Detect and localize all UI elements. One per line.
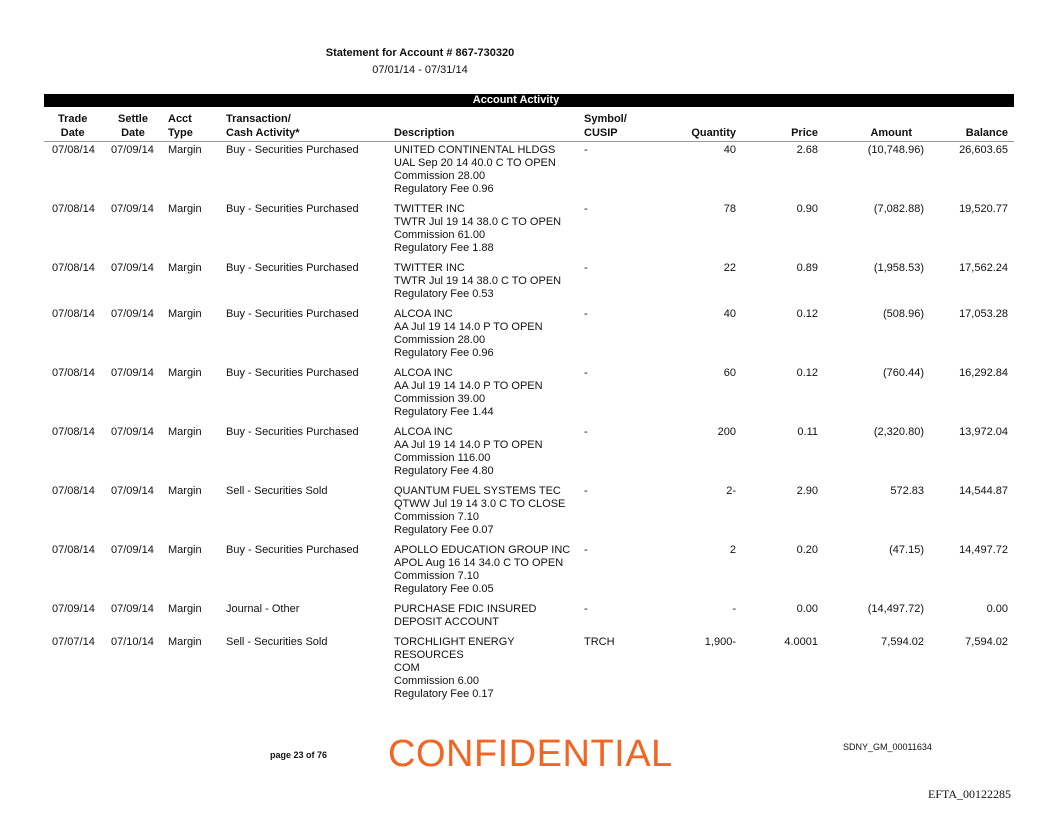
description-line: TWITTER INC (394, 203, 465, 215)
quantity-cell: 2- (726, 485, 736, 497)
price-cell: 0.12 (796, 367, 818, 379)
col-description: Description (394, 127, 455, 139)
symbol-cell: - (584, 603, 588, 615)
description-cell (394, 308, 584, 360)
description-line: Regulatory Fee 1.88 (394, 242, 494, 254)
quantity-cell: - (732, 603, 736, 615)
table-row (44, 203, 1014, 262)
page-number: page 23 of 76 (270, 750, 328, 760)
description-cell (394, 603, 584, 629)
amount-cell: (10,748.96) (867, 144, 924, 156)
description-line: AA Jul 19 14 14.0 P TO OPEN (394, 321, 543, 333)
description-line: APOL Aug 16 14 34.0 C TO OPEN (394, 557, 564, 569)
settle-date-cell: 07/09/14 (111, 544, 154, 556)
description-line: QTWW Jul 19 14 3.0 C TO CLOSE (394, 498, 566, 510)
quantity-cell: 2 (729, 544, 736, 556)
description-cell (394, 262, 584, 301)
description-line: TWTR Jul 19 14 38.0 C TO OPEN (394, 216, 562, 228)
confidential-stamp: CONFIDENTIAL (388, 733, 673, 775)
transaction-cell: Buy - Securities Purchased (226, 544, 359, 556)
trade-date-cell: 07/08/14 (52, 144, 95, 156)
acct-type-cell: Margin (168, 262, 202, 274)
description-line: Regulatory Fee 0.07 (394, 524, 494, 536)
quantity-cell: 40 (723, 308, 736, 320)
quantity-cell: 78 (723, 203, 736, 215)
settle-date-cell: 07/09/14 (111, 308, 154, 320)
trade-date-cell: 07/09/14 (52, 603, 95, 615)
description-line: Regulatory Fee 0.96 (394, 347, 494, 359)
description-line: Commission 6.00 (394, 675, 479, 687)
column-headers (44, 108, 1014, 142)
col-settle-date-line1: Settle (118, 113, 148, 125)
symbol-cell: - (584, 367, 588, 379)
description-cell (394, 426, 584, 478)
description-line: Regulatory Fee 0.53 (394, 288, 494, 300)
amount-cell: (7,082.88) (873, 203, 924, 215)
col-transaction (226, 112, 300, 140)
acct-type-cell: Margin (168, 544, 202, 556)
settle-date-cell: 07/09/14 (111, 203, 154, 215)
balance-cell: 16,292.84 (959, 367, 1008, 379)
col-trade-date (58, 112, 87, 140)
description-line: Regulatory Fee 1.44 (394, 406, 494, 418)
symbol-cell: - (584, 262, 588, 274)
balance-cell: 13,972.04 (959, 426, 1008, 438)
description-line: Commission 28.00 (394, 170, 486, 182)
table-row (44, 308, 1014, 367)
description-line: UNITED CONTINENTAL HLDGS (394, 144, 556, 156)
symbol-cell: - (584, 485, 588, 497)
balance-cell: 7,594.02 (965, 636, 1008, 648)
activity-table (44, 144, 1014, 708)
col-symbol (584, 112, 627, 140)
col-amount: Amount (870, 127, 912, 139)
col-settle-date-line2: Date (121, 127, 145, 139)
price-cell: 4.0001 (784, 636, 818, 648)
amount-cell: (760.44) (883, 367, 924, 379)
transaction-cell: Buy - Securities Purchased (226, 144, 359, 156)
description-line: ALCOA INC (394, 426, 453, 438)
trade-date-cell: 07/08/14 (52, 426, 95, 438)
amount-cell: (508.96) (883, 308, 924, 320)
statement-title: Statement for Account # 867-730320 (325, 47, 515, 59)
description-line: COM (394, 662, 420, 674)
description-line: ALCOA INC (394, 367, 453, 379)
settle-date-cell: 07/09/14 (111, 144, 154, 156)
description-line: RESOURCES (394, 649, 464, 661)
acct-type-cell: Margin (168, 485, 202, 497)
description-cell (394, 144, 584, 196)
balance-cell: 14,497.72 (959, 544, 1008, 556)
statement-period: 07/01/14 - 07/31/14 (372, 64, 468, 76)
acct-type-cell: Margin (168, 144, 202, 156)
col-acct-type-line1: Acct (168, 113, 192, 125)
transaction-cell: Buy - Securities Purchased (226, 367, 359, 379)
price-cell: 0.90 (796, 203, 818, 215)
section-title-bar (44, 94, 1014, 107)
quantity-cell: 22 (723, 262, 736, 274)
description-line: PURCHASE FDIC INSURED (394, 603, 537, 615)
table-row (44, 367, 1014, 426)
balance-cell: 14,544.87 (959, 485, 1008, 497)
quantity-cell: 1,900- (704, 636, 736, 648)
col-transaction-line2: Cash Activity* (226, 127, 300, 139)
balance-cell: 26,603.65 (959, 144, 1008, 156)
table-row (44, 603, 1014, 636)
description-line: Regulatory Fee 0.17 (394, 688, 494, 700)
description-line: TWTR Jul 19 14 38.0 C TO OPEN (394, 275, 562, 287)
symbol-cell: - (584, 426, 588, 438)
amount-cell: 7,594.02 (881, 636, 924, 648)
description-line: AA Jul 19 14 14.0 P TO OPEN (394, 380, 543, 392)
table-row (44, 485, 1014, 544)
acct-type-cell: Margin (168, 367, 202, 379)
settle-date-cell: 07/09/14 (111, 367, 154, 379)
settle-date-cell: 07/09/14 (111, 262, 154, 274)
acct-type-cell: Margin (168, 203, 202, 215)
col-transaction-line1: Transaction/ (226, 113, 291, 125)
settle-date-cell: 07/09/14 (111, 603, 154, 615)
price-cell: 0.20 (796, 544, 818, 556)
trade-date-cell: 07/07/14 (52, 636, 95, 648)
trade-date-cell: 07/08/14 (52, 308, 95, 320)
amount-cell: (14,497.72) (867, 603, 924, 615)
description-line: Commission 116.00 (394, 452, 491, 464)
acct-type-cell: Margin (168, 636, 202, 648)
description-line: Regulatory Fee 4.80 (394, 465, 494, 477)
table-row (44, 262, 1014, 308)
col-acct-type-line2: Type (168, 127, 193, 139)
trade-date-cell: 07/08/14 (52, 203, 95, 215)
amount-cell: (47.15) (889, 544, 924, 556)
table-row (44, 144, 1014, 203)
symbol-cell: - (584, 308, 588, 320)
description-line: DEPOSIT ACCOUNT (394, 616, 499, 628)
description-line: Commission 7.10 (394, 570, 479, 582)
col-trade-date-line1: Trade (58, 113, 88, 125)
trade-date-cell: 07/08/14 (52, 367, 95, 379)
bates-number: SDNY_GM_00011634 (843, 742, 932, 752)
transaction-cell: Buy - Securities Purchased (226, 262, 359, 274)
balance-cell: 19,520.77 (959, 203, 1008, 215)
amount-cell: (1,958.53) (873, 262, 924, 274)
amount-cell: 572.83 (890, 485, 924, 497)
transaction-cell: Buy - Securities Purchased (226, 203, 359, 215)
transaction-cell: Buy - Securities Purchased (226, 308, 359, 320)
table-row (44, 636, 1014, 708)
price-cell: 0.12 (796, 308, 818, 320)
settle-date-cell: 07/09/14 (111, 426, 154, 438)
description-cell (394, 485, 584, 537)
balance-cell: 17,053.28 (959, 308, 1008, 320)
balance-cell: 17,562.24 (959, 262, 1008, 274)
transaction-cell: Buy - Securities Purchased (226, 426, 359, 438)
transaction-cell: Journal - Other (226, 603, 300, 615)
quantity-cell: 40 (723, 144, 736, 156)
section-title: Account Activity (472, 94, 560, 106)
col-symbol-line1: Symbol/ (584, 113, 627, 125)
description-cell (394, 544, 584, 596)
description-line: Commission 61.00 (394, 229, 486, 241)
price-cell: 0.89 (796, 262, 818, 274)
description-line: UAL Sep 20 14 40.0 C TO OPEN (394, 157, 556, 169)
price-cell: 0.00 (796, 603, 818, 615)
description-line: Regulatory Fee 0.05 (394, 583, 494, 595)
efta-number: EFTA_00122285 (928, 787, 1012, 801)
col-price: Price (791, 127, 818, 139)
acct-type-cell: Margin (168, 308, 202, 320)
description-line: Commission 28.00 (394, 334, 486, 346)
col-balance: Balance (965, 127, 1008, 139)
balance-cell: 0.00 (986, 603, 1008, 615)
transaction-cell: Sell - Securities Sold (226, 485, 328, 497)
description-line: TWITTER INC (394, 262, 465, 274)
amount-cell: (2,320.80) (873, 426, 924, 438)
description-line: ALCOA INC (394, 308, 453, 320)
description-cell (394, 203, 584, 255)
description-line: Regulatory Fee 0.96 (394, 183, 494, 195)
settle-date-cell: 07/10/14 (111, 636, 154, 648)
description-line: TORCHLIGHT ENERGY (394, 636, 515, 648)
quantity-cell: 200 (717, 426, 736, 438)
symbol-cell: TRCH (584, 636, 615, 648)
description-line: AA Jul 19 14 14.0 P TO OPEN (394, 439, 543, 451)
transaction-cell: Sell - Securities Sold (226, 636, 328, 648)
price-cell: 2.90 (796, 485, 818, 497)
table-row (44, 426, 1014, 485)
col-symbol-line2: CUSIP (584, 127, 618, 139)
price-cell: 0.11 (797, 426, 818, 438)
col-settle-date (118, 112, 148, 140)
settle-date-cell: 07/09/14 (111, 485, 154, 497)
price-cell: 2.68 (796, 144, 818, 156)
description-line: Commission 39.00 (394, 393, 486, 405)
symbol-cell: - (584, 203, 588, 215)
trade-date-cell: 07/08/14 (52, 544, 95, 556)
acct-type-cell: Margin (168, 603, 202, 615)
description-line: Commission 7.10 (394, 511, 479, 523)
description-line: QUANTUM FUEL SYSTEMS TEC (394, 485, 561, 497)
col-quantity: Quantity (691, 127, 736, 139)
description-cell (394, 367, 584, 419)
description-line: APOLLO EDUCATION GROUP INC (394, 544, 571, 556)
trade-date-cell: 07/08/14 (52, 262, 95, 274)
trade-date-cell: 07/08/14 (52, 485, 95, 497)
table-row (44, 544, 1014, 603)
col-trade-date-line2: Date (60, 127, 85, 139)
symbol-cell: - (584, 144, 588, 156)
acct-type-cell: Margin (168, 426, 202, 438)
col-acct-type (168, 112, 193, 140)
description-cell (394, 636, 584, 701)
symbol-cell: - (584, 544, 588, 556)
quantity-cell: 60 (723, 367, 736, 379)
